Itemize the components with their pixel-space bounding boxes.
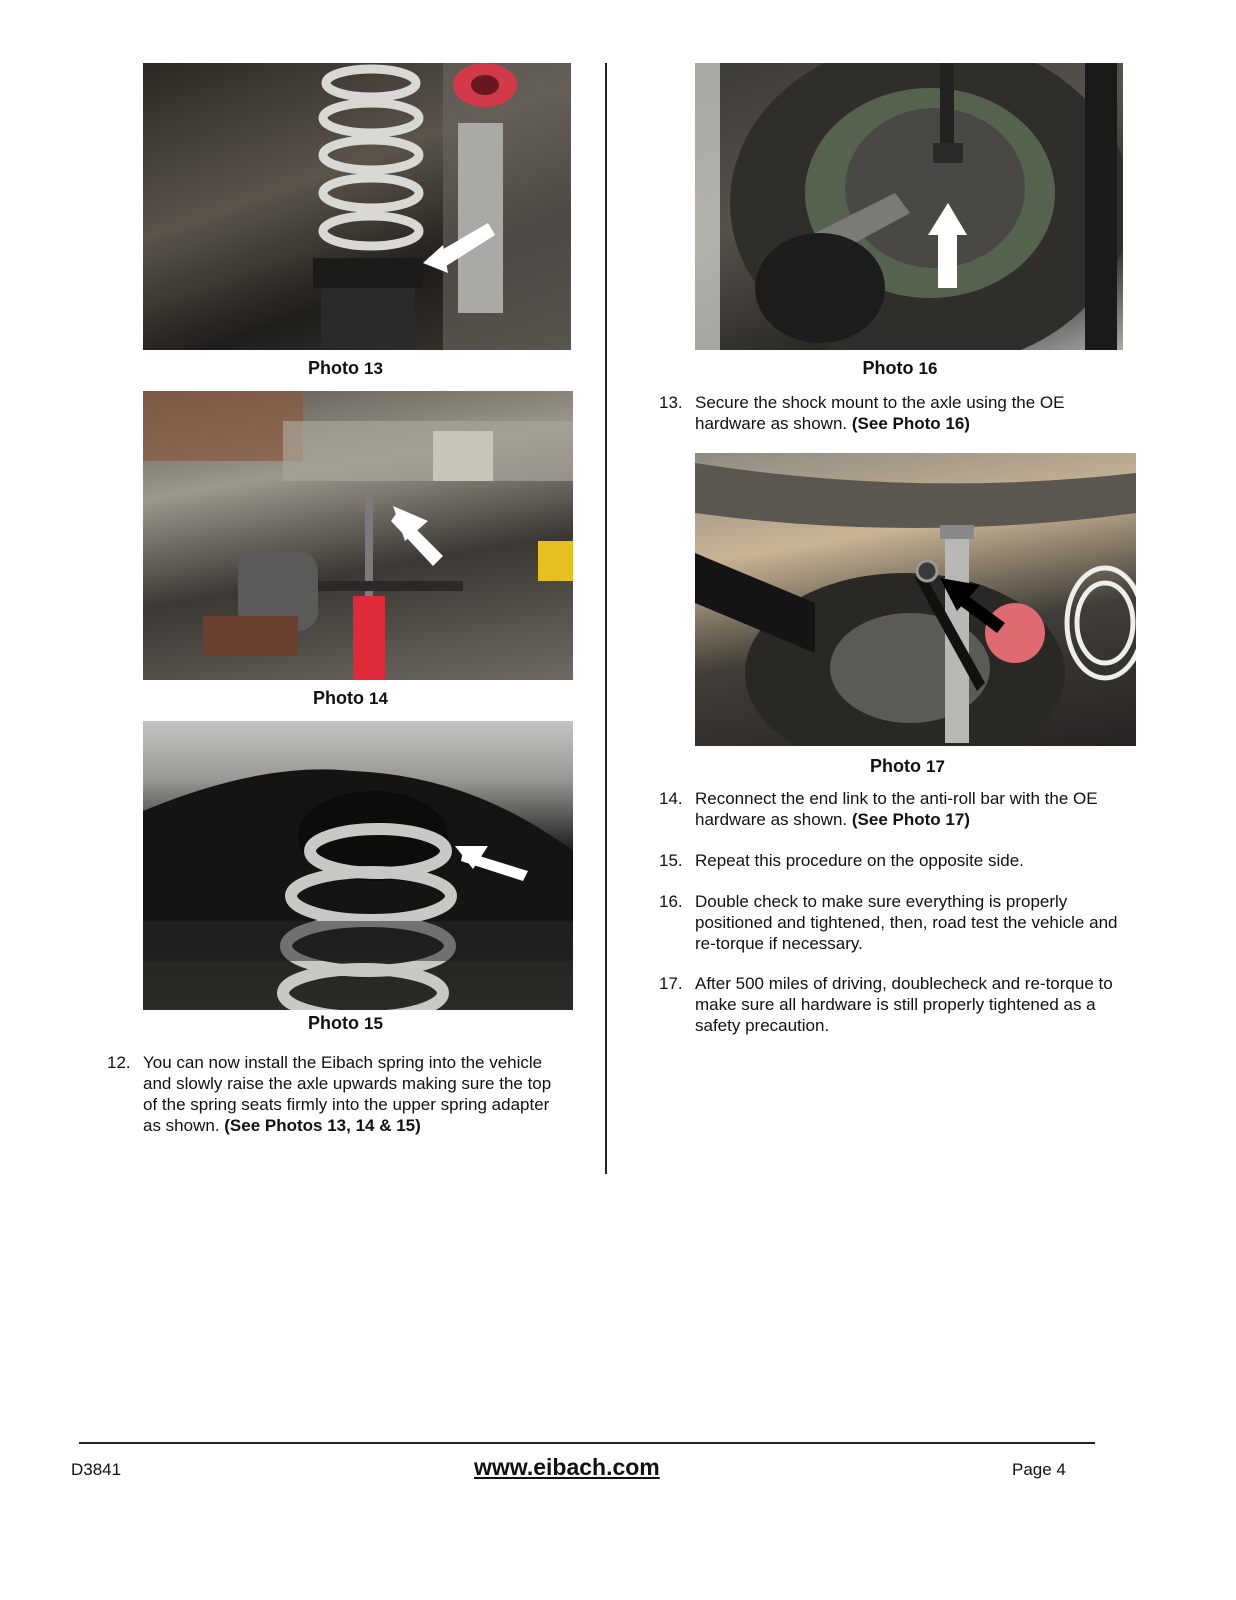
photo-17-number: 17 (926, 757, 945, 776)
step-12 (107, 1052, 587, 1142)
photo-14-image (143, 391, 573, 680)
photo-15-number: 15 (364, 1014, 383, 1033)
step-16-line-1: Double check to make sure everything is properly (695, 892, 1068, 911)
photo-13-label: Photo (308, 358, 360, 378)
step-14-photo-reference: (See Photo 17) (851, 810, 970, 829)
step-15-line-1: Repeat this procedure on the opposite side. (695, 851, 1024, 870)
photo-17-image (695, 453, 1136, 746)
photo-13-number: 13 (364, 359, 383, 378)
step-13-photo-reference: (See Photo 16) (851, 414, 970, 433)
step-17 (659, 973, 1149, 1039)
step-12-number: 12. (107, 1053, 131, 1072)
website-link[interactable]: www.eibach.com (474, 1454, 660, 1480)
page-number: Page 4 (1012, 1460, 1066, 1479)
step-15-number: 15. (659, 851, 683, 870)
photo-17-caption (695, 756, 1120, 777)
photo-15-image (143, 721, 573, 1010)
step-17-line-2: make sure all hardware is still properly tightened as a (695, 995, 1096, 1014)
step-14-line-1: Reconnect the end link to the anti-roll bar with the OE (695, 789, 1098, 808)
spring-compressor-illustration (143, 391, 573, 680)
step-17-line-1: After 500 miles of driving, doublecheck and re-torque to (695, 974, 1113, 993)
step-16 (659, 891, 1149, 957)
step-13-number: 13. (659, 393, 683, 412)
step-12-line-4: as shown. (143, 1116, 225, 1135)
photo-16-number: 16 (918, 359, 938, 378)
photo-15-label: Photo (308, 1013, 360, 1033)
step-12-photo-reference: (See Photos 13, 14 & 15) (224, 1116, 421, 1135)
step-12-line-1: You can now install the Eibach spring into the vehicle (143, 1053, 543, 1072)
step-16-line-2: positioned and tightened, then, road test the vehicle and (695, 913, 1118, 932)
step-17-number: 17. (659, 974, 683, 993)
photo-13-caption (143, 358, 548, 379)
column-divider (605, 63, 607, 1174)
coil-spring-illustration (143, 63, 571, 350)
step-17-line-3: safety precaution. (695, 1016, 830, 1035)
step-14 (659, 788, 1139, 832)
step-14-number: 14. (659, 789, 683, 808)
photo-15-caption (143, 1013, 548, 1034)
anti-roll-bar-end-link-illustration (695, 453, 1136, 746)
step-13 (659, 392, 1139, 436)
photo-14-label: Photo (313, 688, 365, 708)
photo-17-label: Photo (870, 756, 922, 776)
step-15 (659, 850, 1139, 872)
step-13-line-1: Secure the shock mount to the axle using the OE (695, 393, 1065, 412)
step-13-line-2: hardware as shown. (695, 414, 852, 433)
step-16-line-3: re-torque if necessary. (695, 934, 863, 953)
photo-14-number: 14 (369, 689, 388, 708)
photo-16-caption (695, 358, 1105, 379)
document-id: D3841 (71, 1460, 122, 1479)
step-12-line-3: of the spring seats firmly into the upper spring adapter (143, 1095, 550, 1114)
shock-mount-illustration (695, 63, 1123, 350)
photo-14-caption (143, 688, 558, 709)
upper-spring-seat-illustration (143, 721, 573, 1010)
step-12-line-2: and slowly raise the axle upwards making sure the top (143, 1074, 552, 1093)
step-16-number: 16. (659, 892, 683, 911)
footer-rule (79, 1442, 1095, 1444)
photo-16-label: Photo (862, 358, 914, 378)
photo-16-image (695, 63, 1123, 350)
photo-13-image (143, 63, 571, 350)
step-14-line-2: hardware as shown. (695, 810, 852, 829)
